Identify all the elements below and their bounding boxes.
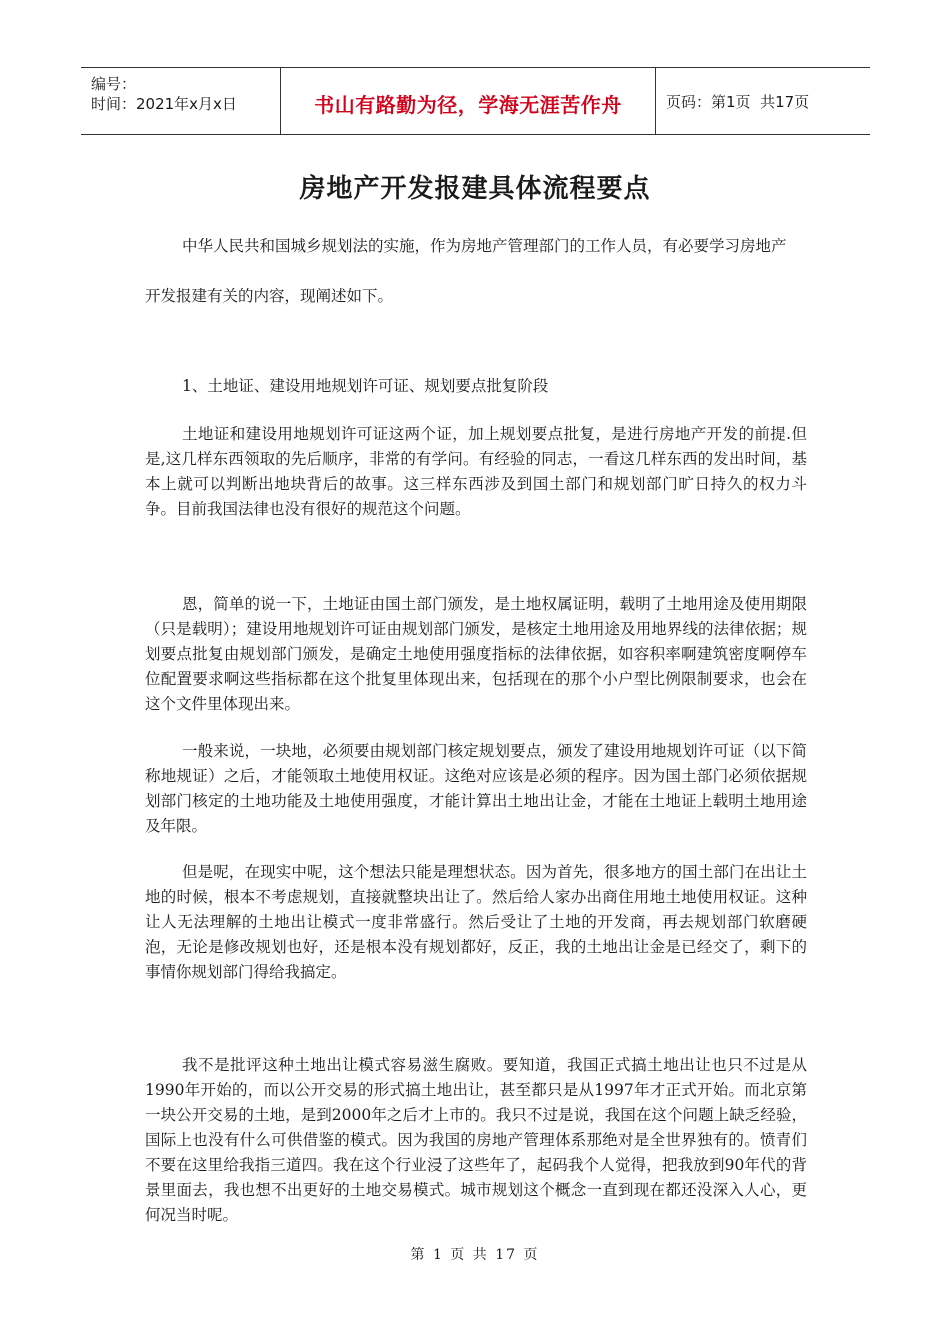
header-meta-cell [81,68,281,134]
paragraph-2: 恩，简单的说一下，土地证由国土部门颁发，是土地权属证明，载明了土地用途及使用期限（只是载明）；建设用地规划许可证由规划部门颁发，是核定土地用途及用地界线的法律依据；规划要点批复由规划部门颁发，是确定土地使用强度指标的法律依据，如容积率啊建筑密度啊停车位配置要求啊这些指标都在这个批复里体现出来，包括现在的那个小户型比例限制要求，也会在这个文件里体现出来。 [145,595,807,713]
intro-line-1: 中华人民共和国城乡规划法的实施，作为房地产管理部门的工作人员，有必要学习房地产 [182,237,787,255]
paragraph-3: 一般来说，一块地，必须要由规划部门核定规划要点，颁发了建设用地规划许可证（以下简称地规证）之后，才能领取土地使用权证。这绝对应该是必须的程序。因为国土部门必须依据规划部门核定的土地功能及土地使用强度，才能计算出土地出让金，才能在土地证上载明土地用途及年限。 [145,742,807,835]
paragraph-5: 我不是批评这种土地出让模式容易滋生腐败。要知道，我国正式搞土地出让也只不过是从1990年开始的，而以公开交易的形式搞土地出让，甚至都只是从1997年才正式开始。而北京第一块公开交易的土地，是到2000年之后才上市的。我只不过是说，我国在这个问题上缺乏经验，国际上也没有什么可供借鉴的模式。因为我国的房地产管理体系那绝对是全世界独有的。愤青们不要在这里给我指三道四。我在这个行业浸了这些年了，起码我个人觉得，把我放到90年代的背景里面去，我也想不出更好的土地交易模式。城市规划这个概念一直到现在都还没深入人心，更何况当时呢。 [145,1056,807,1224]
header-table [81,67,870,135]
header-page-cell [656,68,870,134]
header-motto-cell [281,68,656,134]
number-label: 编号： [91,75,137,93]
document-title: 房地产开发报建具体流程要点 [299,174,651,204]
paragraph-4: 但是呢，在现实中呢，这个想法只能是理想状态。因为首先，很多地方的国土部门在出让土地的时候，根本不考虑规划，直接就整块出让了。然后给人家办出商住用地土地使用权证。这种让人无法理解的土地出让模式一度非常盛行。然后受让了土地的开发商，再去规划部门软磨硬泡，无论是修改规划也好，还是根本没有规划都好，反正，我的土地出让金是已经交了，剩下的事情你规划部门得给我搞定。 [145,863,807,981]
motto-text: 书山有路勤为径，学海无涯苦作舟 [314,92,622,117]
section-heading: 1、土地证、建设用地规划许可证、规划要点批复阶段 [182,377,549,395]
page-info: 页码：第1页 共17页 [666,92,810,111]
intro-line-2: 开发报建有关的内容，现阐述如下。 [145,287,394,305]
date-label: 时间：2021年x月x日 [91,95,237,113]
page-footer: 第 1 页 共 17 页 [410,1247,540,1263]
paragraph-1: 土地证和建设用地规划许可证这两个证，加上规划要点批复，是进行房地产开发的前提.但是,这几样东西领取的先后顺序，非常的有学问。有经验的同志，一看这几样东西的发出时间，基本上就可以判断出地块背后的故事。这三样东西涉及到国土部门和规划部门旷日持久的权力斗争。目前我国法律也没有很好的规范这个问题。 [145,425,807,518]
